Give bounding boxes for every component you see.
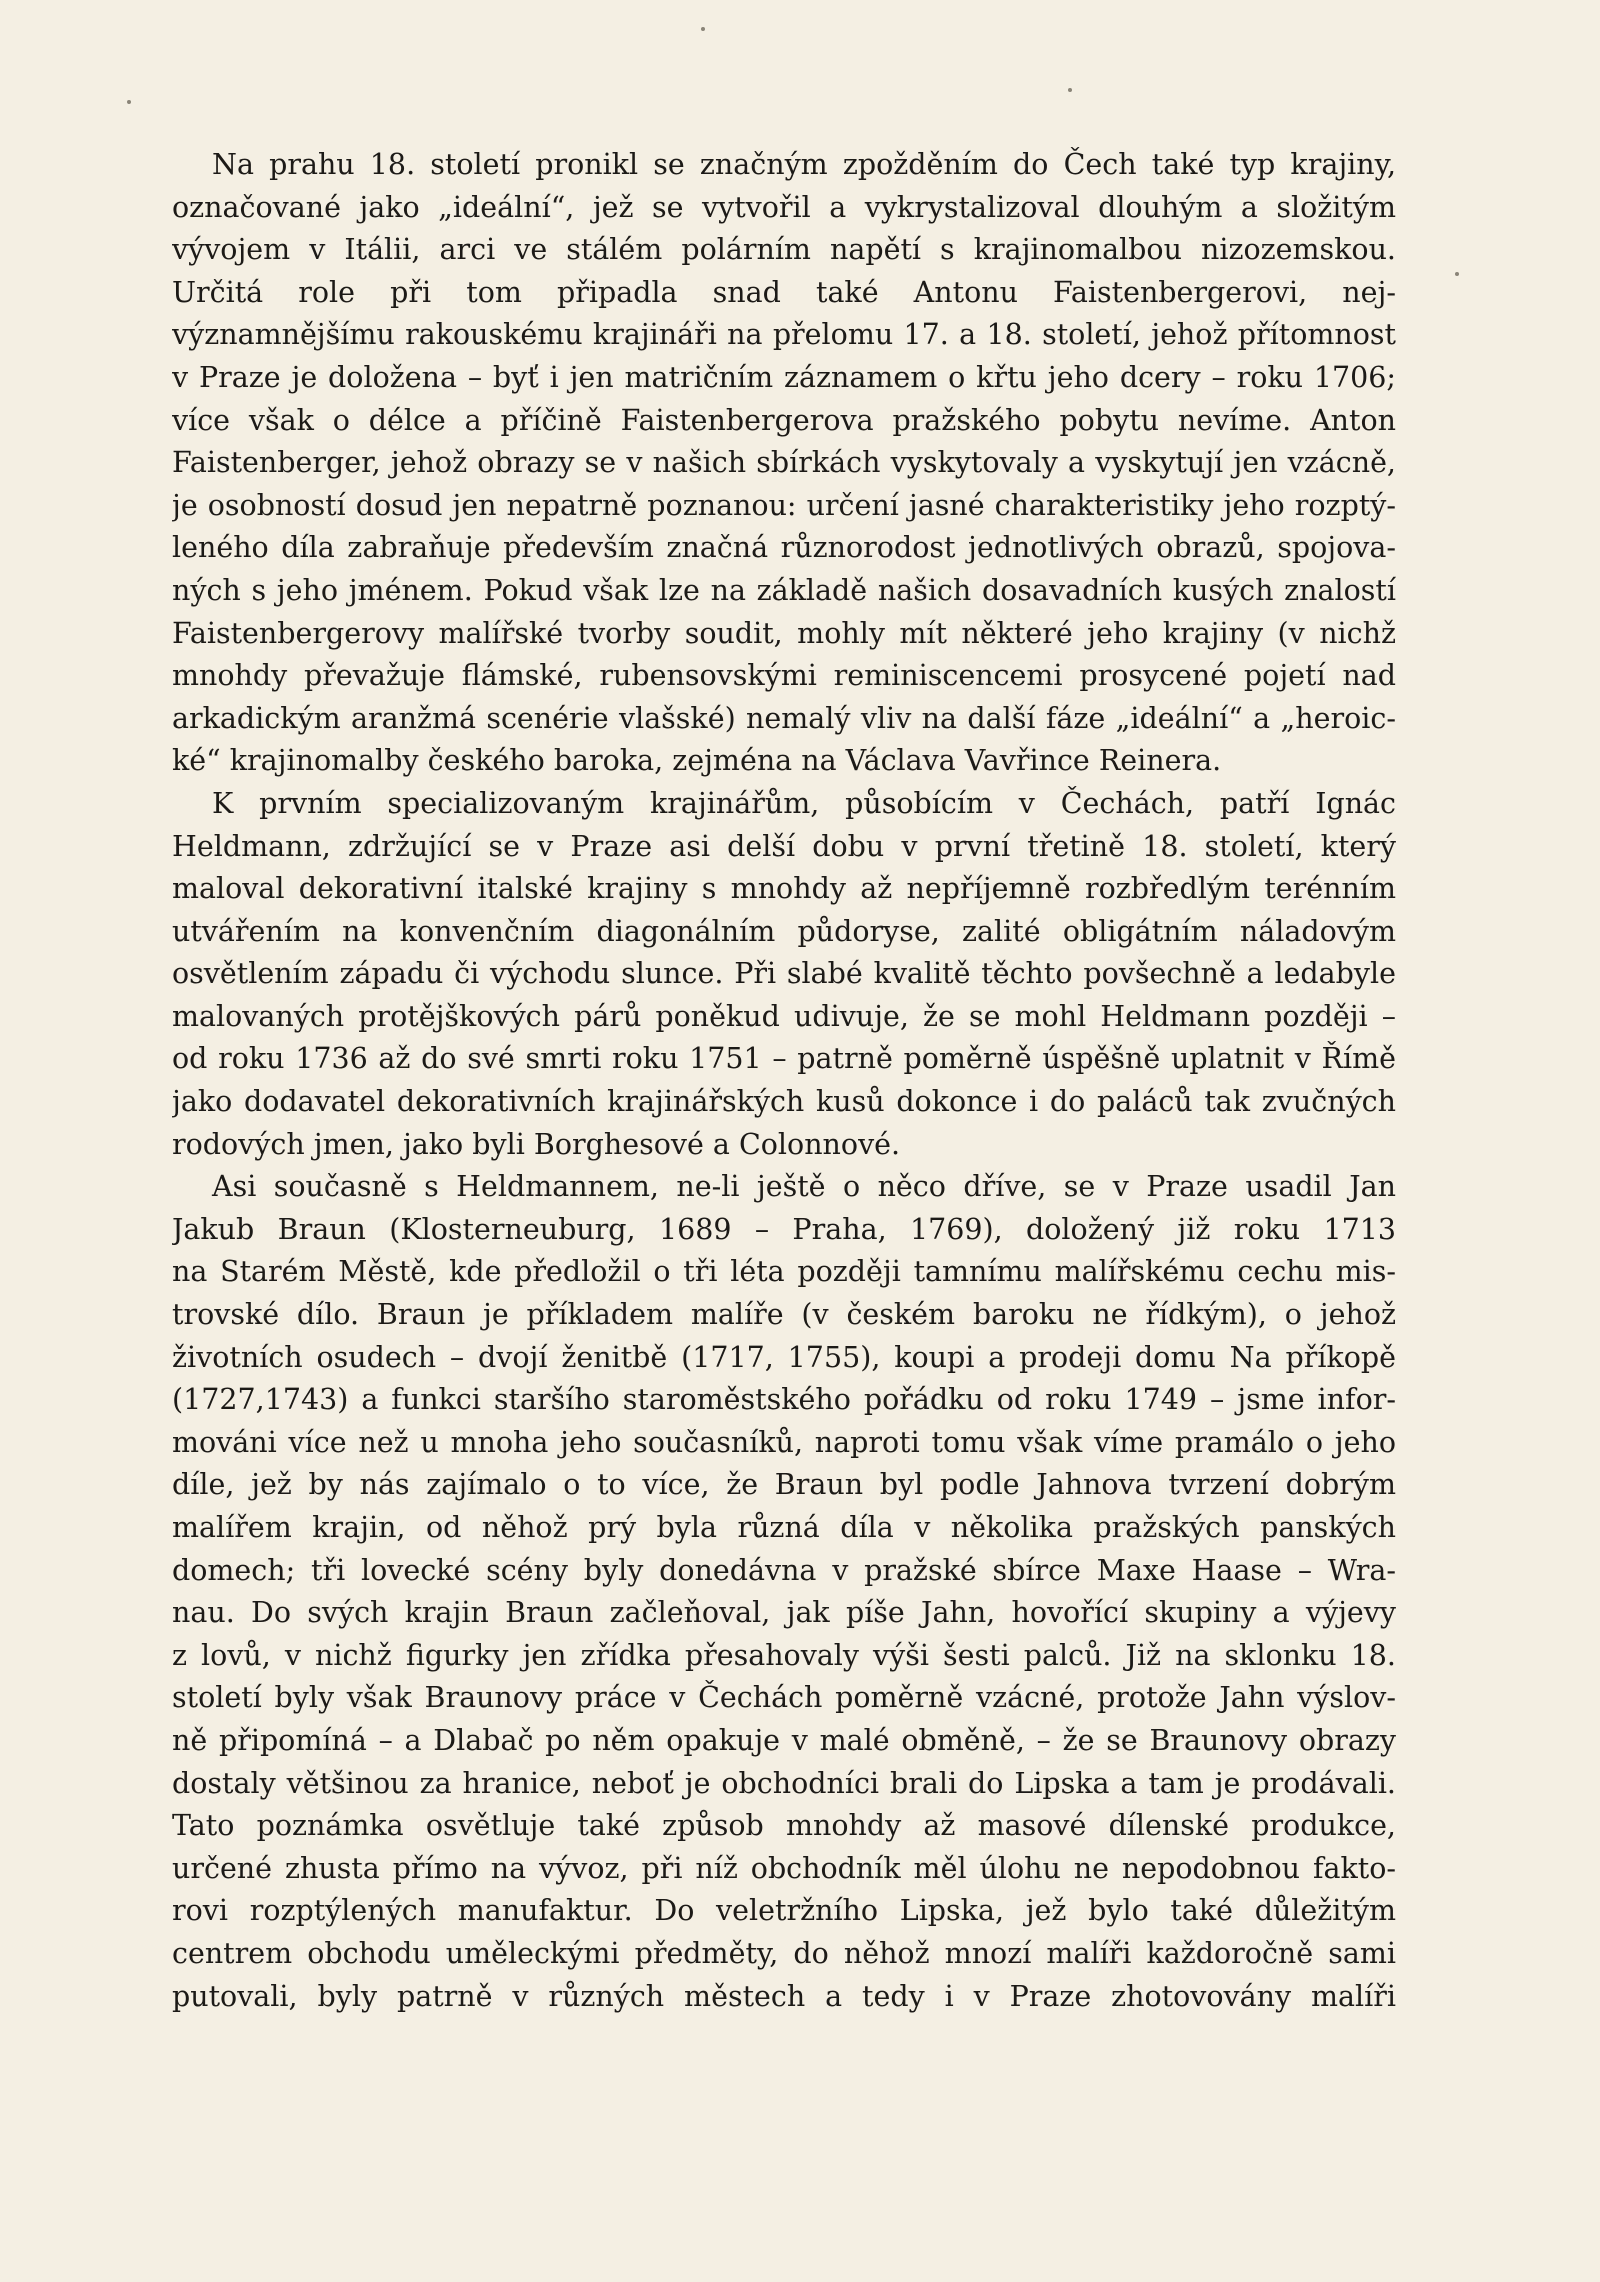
text-line: nau. Do svých krajin Braun začleňoval, jak píše Jahn, hovořící skupiny a výjevy [172, 1596, 1396, 1630]
text-line: mnohdy převažuje flámské, rubensovskými reminiscencemi prosycené pojetí nad [172, 659, 1396, 693]
text-line: ných s jeho jménem. Pokud však lze na základě našich dosavadních kusých znalostí [172, 573, 1396, 607]
text-line: trovské dílo. Braun je příkladem malíře (v českém baroku ne řídkým), o jehož [172, 1298, 1396, 1332]
text-line: mováni více než u mnoha jeho současníků, naproti tomu však víme pramálo o jeho [172, 1425, 1396, 1459]
paper-speck [701, 27, 705, 31]
text-line: vývojem v Itálii, arci ve stálém polárním napětí s krajinomalbou nizozemskou. [172, 233, 1396, 267]
text-line: významnějšímu rakouskému krajináři na přelomu 17. a 18. století, jehož přítomnost [172, 318, 1396, 352]
text-line: K prvním specializovaným krajinářům, působícím v Čechách, patří Ignác [212, 786, 1396, 820]
text-line: utvářením na konvenčním diagonálním půdoryse, zalité obligátním náladovým [172, 914, 1396, 948]
text-line: díle, jež by nás zajímalo o to více, že Braun byl podle Jahnova tvrzení dobrým [172, 1468, 1396, 1502]
paper-speck [1068, 88, 1072, 92]
text-line: ně připomíná – a Dlabač po něm opakuje v malé obměně, – že se Braunovy obrazy [172, 1723, 1396, 1757]
paragraph-1 [172, 144, 1396, 783]
text-line: z lovů, v nichž figurky jen zřídka přesahovaly výši šesti palců. Již na sklonku 18. [172, 1638, 1396, 1672]
text-line: jako dodavatel dekorativních krajinářských kusů dokonce i do paláců tak zvučných [172, 1085, 1396, 1119]
text-line: více však o délce a příčině Faistenbergerova pražského pobytu nevíme. Anton [172, 403, 1396, 437]
text-line: osvětlením západu či východu slunce. Při slabé kvalitě těchto povšechně a ledabyle [172, 957, 1396, 991]
text-line: centrem obchodu uměleckými předměty, do něhož mnozí malíři každoročně sami [172, 1936, 1396, 1970]
text-line: Asi současně s Heldmannem, ne-li ještě o něco dříve, se v Praze usadil Jan [212, 1170, 1396, 1204]
text-line: dostaly většinou za hranice, neboť je obchodníci brali do Lipska a tam je prodávali. [172, 1766, 1396, 1800]
text-line: v Praze je doložena – byť i jen matričním záznamem o křtu jeho dcery – roku 1706; [172, 360, 1396, 394]
text-line: Určitá role při tom připadla snad také Antonu Faistenbergerovi, nej- [172, 275, 1396, 309]
text-line: určené zhusta přímo na vývoz, při níž obchodník měl úlohu ne nepodobnou fakto- [172, 1851, 1396, 1885]
text-line: (1727,1743) a funkci staršího staroměstského pořádku od roku 1749 – jsme infor- [172, 1383, 1396, 1417]
paragraph-2 [172, 783, 1396, 1166]
text-line: životních osudech – dvojí ženitbě (1717, 1755), koupi a prodeji domu Na příkopě [172, 1340, 1396, 1374]
body-text [172, 144, 1396, 2018]
text-line: rodových jmen, jako byli Borghesové a Colonnové. [172, 1127, 901, 1161]
text-line: století byly však Braunovy práce v Čechách poměrně vzácné, protože Jahn výslov- [172, 1681, 1396, 1715]
text-line: Tato poznámka osvětluje také způsob mnohdy až masové dílenské produkce, [172, 1809, 1396, 1843]
text-line: maloval dekorativní italské krajiny s mnohdy až nepříjemně rozbředlým terénním [172, 872, 1396, 906]
text-line: leného díla zabraňuje především značná různorodost jednotlivých obrazů, spojova- [172, 531, 1396, 565]
text-line: je osobností dosud jen nepatrně poznanou: určení jasné charakteristiky jeho rozptý- [172, 488, 1396, 522]
paper-speck [127, 100, 131, 104]
text-line: od roku 1736 až do své smrti roku 1751 – patrně poměrně úspěšně uplatnit v Římě [172, 1042, 1396, 1076]
text-line: rovi rozptýlených manufaktur. Do veletržního Lipska, jež bylo také důležitým [172, 1894, 1396, 1928]
text-line: malířem krajin, od něhož prý byla různá díla v několika pražských panských [172, 1511, 1396, 1544]
paragraph-3 [172, 1166, 1396, 2018]
text-line: Faistenbergerovy malířské tvorby soudit, mohly mít některé jeho krajiny (v nichž [172, 616, 1396, 650]
text-line: na Starém Městě, kde předložil o tři léta později tamnímu malířskému cechu mis- [172, 1255, 1396, 1289]
text-line: Heldmann, zdržující se v Praze asi delší dobu v první třetině 18. století, který [172, 829, 1396, 863]
text-line: malovaných protějškových párů poněkud udivuje, že se mohl Heldmann později – [172, 999, 1396, 1033]
text-line: ké“ krajinomalby českého baroka, zejména na Václava Vavřince Reinera. [172, 744, 1222, 778]
text-line: označované jako „ideální“, jež se vytvořil a vykrystalizoval dlouhým a složitým [172, 190, 1396, 224]
text-line: Jakub Braun (Klosterneuburg, 1689 – Praha, 1769), doložený již roku 1713 [172, 1212, 1396, 1246]
text-line: domech; tři lovecké scény byly donedávna v pražské sbírce Maxe Haase – Wra- [172, 1553, 1396, 1587]
text-line: Faistenberger, jehož obrazy se v našich sbírkách vyskytovaly a vyskytují jen vzácně, [172, 446, 1396, 480]
text-line: arkadickým aranžmá scenérie vlašské) nemalý vliv na další fáze „ideální“ a „heroic- [172, 701, 1396, 735]
paper-speck [1455, 272, 1459, 276]
text-line: putovali, byly patrně v různých městech a tedy i v Praze zhotovovány malíři [172, 1979, 1396, 2013]
text-line: Na prahu 18. století pronikl se značným zpožděním do Čech také typ krajiny, [212, 148, 1396, 181]
